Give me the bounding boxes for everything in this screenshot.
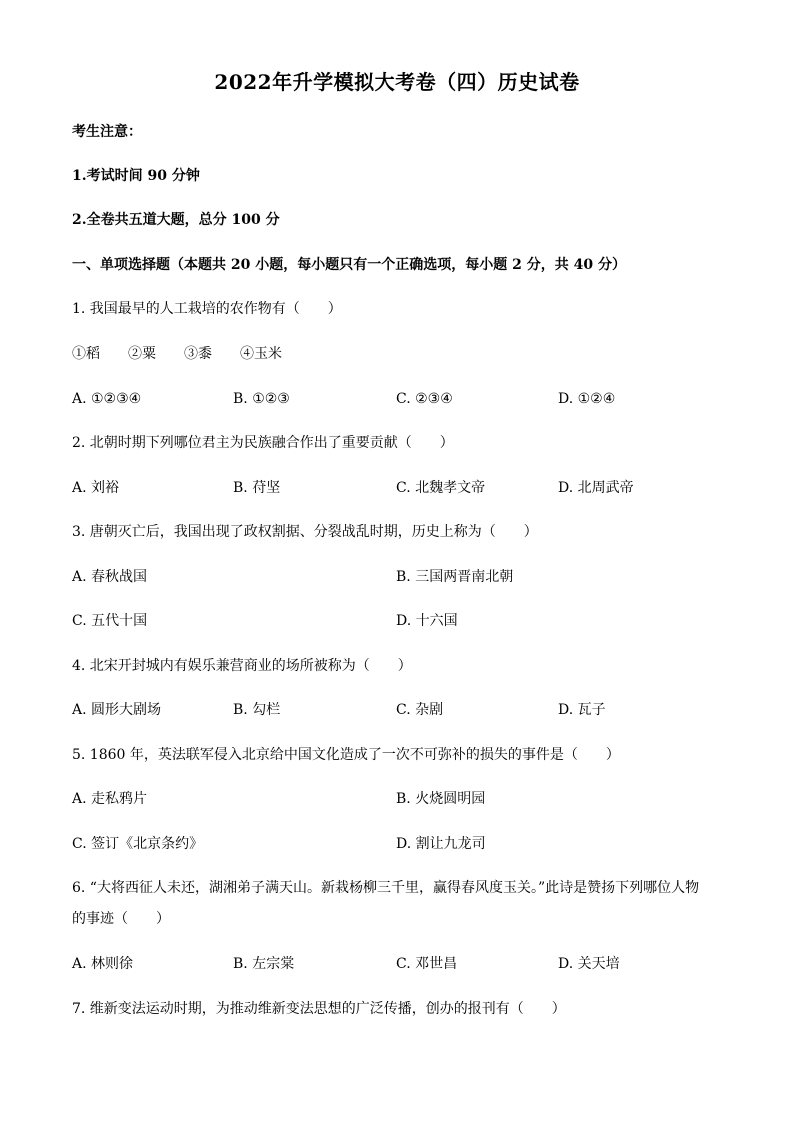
question-4-option-a: A. 圆形大剧场 xyxy=(72,702,162,718)
question-1-option-b: B. ①②③ xyxy=(233,391,290,407)
question-3-stem: 3. 唐朝灭亡后，我国出现了政权割据、分裂战乱时期，历史上称为（ ） xyxy=(72,524,538,540)
question-5-stem: 5. 1860 年，英法联军侵入北京给中国文化造成了一次不可弥补的损失的事件是（ ） xyxy=(72,747,620,763)
question-3-option-c: C. 五代十国 xyxy=(72,613,148,629)
question-5-option-d: D. 割让九龙司 xyxy=(396,836,486,852)
question-3-option-b: B. 三国两晋南北朝 xyxy=(396,569,514,585)
question-6-option-c: C. 邓世昌 xyxy=(396,956,458,972)
question-4-stem: 4. 北宋开封城内有娱乐兼营商业的场所被称为（ ） xyxy=(72,658,412,674)
question-1-option-d: D. ①②④ xyxy=(558,391,616,407)
question-4-option-b: B. 勾栏 xyxy=(233,702,281,718)
question-7-stem: 7. 维新变法运动时期，为推动维新变法思想的广泛传播，创办的报刊有（ ） xyxy=(72,1001,566,1017)
question-4-option-d: D. 瓦子 xyxy=(558,702,606,718)
question-3-option-a: A. 春秋战国 xyxy=(72,569,148,585)
section-heading: 一、单项选择题（本题共 20 小题，每小题只有一个正确选项，每小题 2 分，共 40 分） xyxy=(72,257,626,273)
question-5-option-c: C. 签订《北京条约》 xyxy=(72,836,204,852)
question-3-option-d: D. 十六国 xyxy=(396,613,458,629)
question-6-stem-line1: 6. “大将西征人未还，湖湘弟子满天山。新栽杨柳三千里，赢得春风度玉关。”此诗是赞扬下列哪位人物 xyxy=(72,880,700,896)
notice-item-score: 2.全卷共五道大题，总分 100 分 xyxy=(72,212,280,228)
question-1-stem: 1. 我国最早的人工栽培的农作物有（ ） xyxy=(72,301,342,317)
question-2-option-d: D. 北周武帝 xyxy=(558,480,634,496)
question-4-option-c: C. 杂剧 xyxy=(396,702,444,718)
question-5-option-b: B. 火烧圆明园 xyxy=(396,791,486,807)
question-2-stem: 2. 北朝时期下列哪位君主为民族融合作出了重要贡献（ ） xyxy=(72,435,454,451)
notice-item-time: 1.考试时间 90 分钟 xyxy=(72,168,200,184)
question-6-option-a: A. 林则徐 xyxy=(72,956,134,972)
question-1-option-a: A. ①②③④ xyxy=(72,391,142,407)
question-2-option-a: A. 刘裕 xyxy=(72,480,120,496)
page-title: 2022年升学模拟大考卷（四）历史试卷 xyxy=(214,70,580,94)
question-5-option-a: A. 走私鸦片 xyxy=(72,791,148,807)
question-6-option-d: D. 关天培 xyxy=(558,956,620,972)
question-1-items: ①稻 ②粟 ③黍 ④玉米 xyxy=(72,346,282,362)
question-6-option-b: B. 左宗棠 xyxy=(233,956,295,972)
question-6-stem-line2: 的事迹（ ） xyxy=(72,911,170,927)
question-1-option-c: C. ②③④ xyxy=(396,391,453,407)
question-2-option-b: B. 苻坚 xyxy=(233,480,281,496)
notice-heading: 考生注意： xyxy=(72,124,142,140)
question-2-option-c: C. 北魏孝文帝 xyxy=(396,480,486,496)
